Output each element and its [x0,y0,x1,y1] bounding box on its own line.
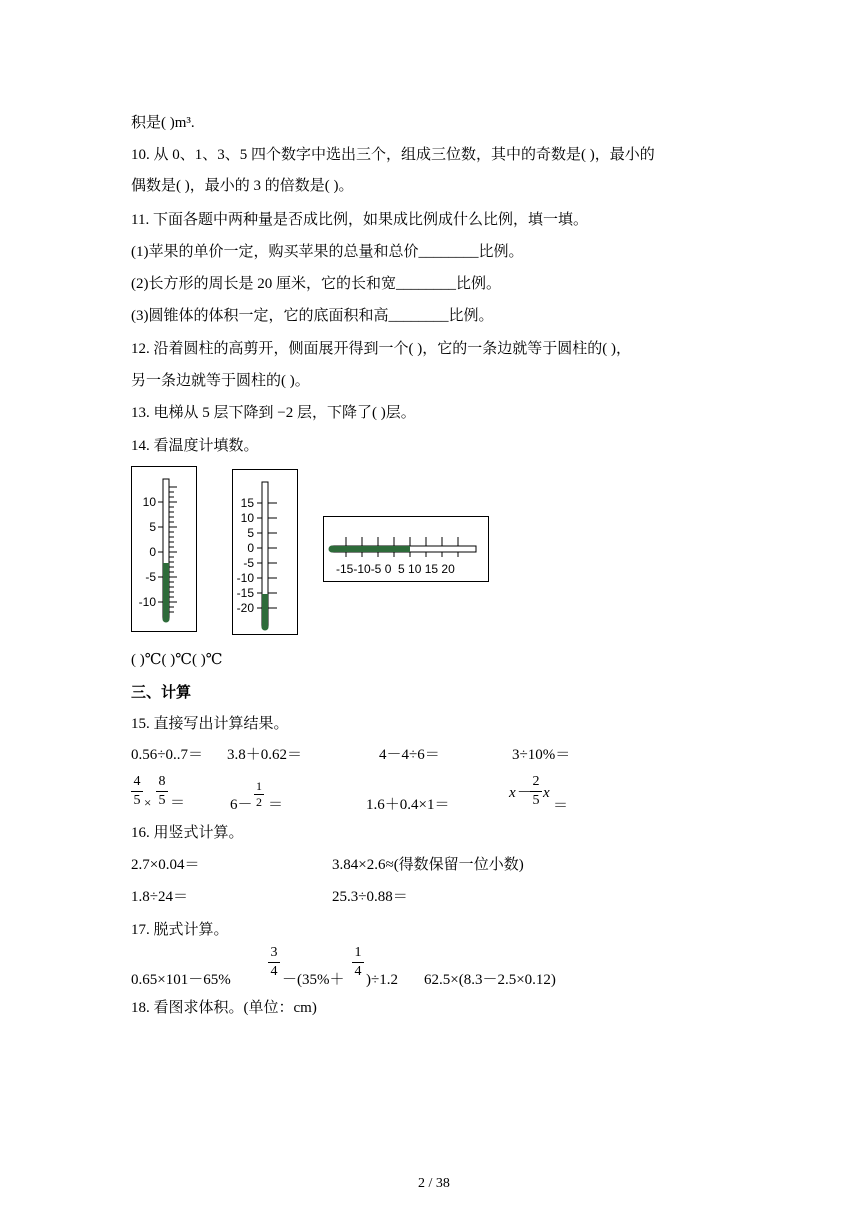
thermometer-2-label: -10 [236,571,254,585]
calc15-c: 4－4÷6＝ [379,747,440,763]
question-14: 14. 看温度计填数。 [131,438,259,454]
question-11-1: (1)苹果的单价一定，购买苹果的总量和总价________比例。 [131,244,524,260]
thermometer-2-drawing [233,470,297,634]
calc17-c: 62.5×(8.3－2.5×0.12) [424,972,556,988]
page-number: 2 / 38 [418,1176,450,1191]
equals-sign: ＝ [268,797,284,813]
thermometer-3-mercury [332,546,410,552]
fraction-8-5 [156,774,168,809]
calc16-c: 1.8÷24＝ [131,889,188,905]
thermometer-answers: ( )℃( )℃( )℃ [131,652,223,668]
thermometer-1-label: 0 [149,545,156,559]
thermometer-1-bulb [163,616,170,623]
question-12-line2: 另一条边就等于圆柱的( )。 [131,373,310,389]
x-variable: x [543,785,550,801]
thermometer-2-label: 5 [247,526,254,540]
calc15-d: 3÷10%＝ [512,747,571,763]
fraction-numerator: 4 [133,774,141,789]
thermometer-1-label: 10 [142,495,156,509]
calc15-b: 3.8＋0.62＝ [227,747,303,763]
thermometer-2-label: 10 [240,511,254,525]
thermometer-2-mercury [262,594,268,627]
calc16-b: 3.84×2.6≈(得数保留一位小数) [332,857,524,873]
thermometer-1-ticks [169,487,177,612]
equals-sign: ＝ [170,795,186,811]
thermometer-3-bulb [329,546,336,553]
fraction-numerator: 3 [270,945,278,960]
thermometer-2-label: 15 [240,496,254,510]
thermometer-1-drawing [132,467,196,631]
calc16-a: 2.7×0.04＝ [131,857,200,873]
thermometer-2 [232,469,298,635]
question-10-line2: 偶数是( )，最小的 3 的倍数是( )。 [131,178,354,194]
question-11-2: (2)长方形的周长是 20 厘米，它的长和宽________比例。 [131,276,501,292]
calc17-a: 0.65×101－65% [131,972,231,988]
question-11-3: (3)圆锥体的体积一定，它的底面积和高________比例。 [131,308,494,324]
x-minus: x－ [509,785,531,801]
question-15: 15. 直接写出计算结果。 [131,716,289,732]
fraction-4-5 [131,774,143,809]
thermometer-2-label: 0 [247,541,254,555]
fraction-denominator: 2 [256,795,262,809]
fraction-1-4 [352,945,364,980]
fraction-1-2 [254,780,264,809]
question-12-line1: 12. 沿着圆柱的高剪开，侧面展开得到一个( )，它的一条边就等于圆柱的( )， [131,341,631,357]
question-16: 16. 用竖式计算。 [131,825,244,841]
thermometer-3 [323,516,489,582]
thermometer-3-drawing [324,517,488,581]
question-17: 17. 脱式计算。 [131,922,229,938]
fraction-numerator: 1 [256,779,262,793]
fraction-denominator: 5 [133,793,141,808]
fraction-denominator: 4 [354,964,362,979]
equals-sign: ＝ [553,798,569,814]
question-18: 18. 看图求体积。(单位：cm) [131,1000,317,1016]
calc17-b-middle: －(35%＋ [282,972,345,988]
section-3-title: 三、计算 [131,683,192,701]
calc15-e: 1.6＋0.4×1＝ [366,797,450,813]
fraction-numerator: 1 [354,945,362,960]
thermometer-3-labels: -15-10-5 0 5 10 15 20 [336,562,455,576]
thermometer-1-label: -5 [145,570,156,584]
times-sign: × [144,795,152,810]
fraction-denominator: 5 [158,793,166,808]
calc17-b-tail: )÷1.2 [366,972,398,988]
thermometer-2-label: -15 [236,586,254,600]
calc15-a: 0.56÷0..7＝ [131,747,203,763]
thermometer-1-label: -10 [138,595,156,609]
fraction-numerator: 2 [532,774,540,789]
question-10-line1: 10. 从 0、1、3、5 四个数字中选出三个，组成三位数，其中的奇数是( )，最小的 [131,147,655,163]
thermometer-1 [131,466,197,632]
thermometer-2-label: -20 [236,601,254,615]
question-11: 11. 下面各题中两种量是否成比例，如果成比例成什么比例，填一填。 [131,212,588,228]
thermometer-1-mercury [163,563,169,619]
thermometer-2-bulb [262,624,269,631]
fraction-denominator: 5 [532,793,540,808]
line-volume-blank: 积是( )m³. [131,115,195,131]
fraction-numerator: 8 [158,774,166,789]
question-13: 13. 电梯从 5 层下降到 −2 层，下降了( )层。 [131,405,416,421]
fraction-3-4 [268,945,280,980]
thermometer-2-label: -5 [243,556,254,570]
fraction-2-5 [530,774,542,809]
calc16-d: 25.3÷0.88＝ [332,889,408,905]
thermometer-1-label: 5 [149,520,156,534]
fraction-denominator: 4 [270,964,278,979]
six-minus: 6－ [230,797,253,813]
